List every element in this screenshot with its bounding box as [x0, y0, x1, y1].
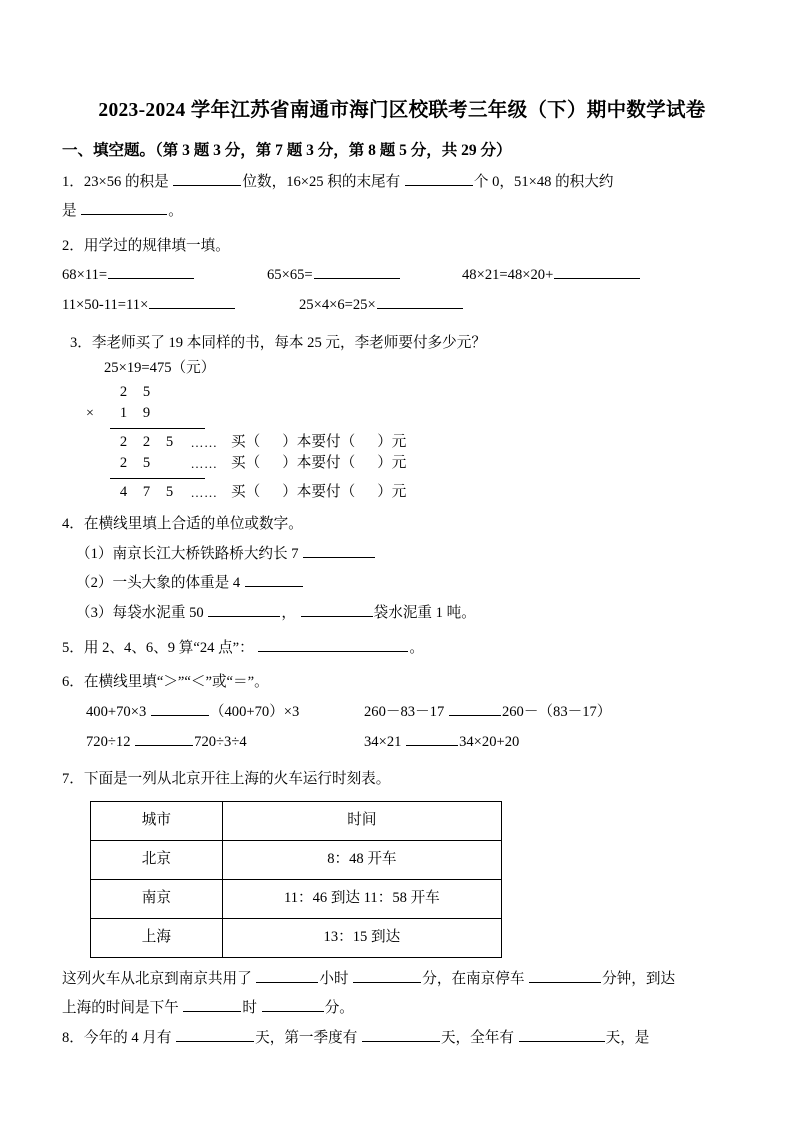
- q2-cell-5: [299, 291, 464, 321]
- table-cell-time-beijing: 8：48 开车: [222, 840, 501, 879]
- q2-blank-2[interactable]: [314, 265, 400, 280]
- vmul-p2-d2: 5: [142, 455, 151, 472]
- multiply-sign-icon: ×: [86, 406, 94, 422]
- question-3-stem: 3．李老师买了 19 本同样的书，每本 25 元，李老师要付多少元？: [70, 334, 486, 351]
- question-7: [62, 765, 742, 1024]
- q6-pair-3: [86, 728, 364, 758]
- question-1-line-2: [62, 197, 742, 227]
- q8-text-c: 天，全年有: [440, 1030, 514, 1047]
- q6-blank-1[interactable]: [151, 701, 209, 716]
- q4-item2-text: （2）一头大象的体重是 4: [76, 575, 241, 592]
- q6-blank-2[interactable]: [449, 701, 501, 716]
- q3-buy-suffix-2: ）元: [377, 455, 407, 472]
- question-6-row-1: [86, 698, 742, 728]
- question-5: [62, 634, 742, 664]
- vertical-multiplication: [84, 382, 742, 503]
- question-2-row-2: [62, 291, 742, 321]
- vmul-row-multiplicand: [84, 382, 742, 403]
- vmul-md-ones: 5: [142, 384, 151, 401]
- q8-blank-3[interactable]: [519, 1027, 605, 1042]
- vmul-mr-ones: 9: [142, 405, 151, 422]
- q1-text-e: 。: [168, 203, 183, 220]
- vmul-row-total: [84, 482, 742, 503]
- q4-item3-text-b: ，: [281, 605, 296, 622]
- table-cell-city-beijing: 北京: [91, 840, 223, 879]
- q1-text-b: 位数，16×25 积的末尾有: [242, 173, 401, 190]
- question-4-stem: 4．在横线里填上合适的单位或数字。: [62, 516, 303, 533]
- q8-text-b: 天，第一季度有: [255, 1030, 358, 1047]
- vmul-row-multiplier: [84, 403, 742, 424]
- q8-text-d: 天，是: [605, 1030, 650, 1047]
- vmul-rule-bottom-wrap: [84, 474, 742, 479]
- q4-blank-4[interactable]: [301, 602, 373, 617]
- table-header-row: [91, 801, 502, 840]
- table-cell-city-shanghai: 上海: [91, 918, 223, 957]
- q7-blank-3[interactable]: [529, 968, 601, 983]
- q2-cell-3: [462, 261, 641, 291]
- q4-item3-text-a: （3）每袋水泥重 50: [76, 605, 204, 622]
- vmul-total-d2: 7: [142, 484, 151, 501]
- q2-cell-4: [62, 291, 267, 321]
- q7-text-c: 分，在南京停车: [422, 970, 525, 987]
- q5-blank-1[interactable]: [258, 637, 408, 652]
- q6-expr-2a: 260－83－17: [364, 703, 445, 720]
- q6-expr-3a: 720÷12: [86, 733, 131, 750]
- question-3: [62, 329, 742, 504]
- vmul-p2-dots: ……: [190, 456, 218, 472]
- vmul-total-d3: 5: [165, 484, 174, 501]
- q1-text-c: 个 0，51×48 的积大约: [473, 173, 614, 190]
- q6-pair-4: [364, 734, 519, 750]
- q6-expr-2b: 260－（83－17）: [501, 703, 612, 720]
- question-1-line-1: [62, 168, 742, 198]
- question-1: [62, 168, 742, 227]
- vmul-row-partial-2: [84, 453, 742, 474]
- question-5-line: [62, 634, 742, 664]
- q6-blank-4[interactable]: [406, 731, 458, 746]
- q3-buy-prefix-3: 买（: [231, 484, 261, 501]
- vmul-total-d1: 4: [119, 484, 128, 501]
- q1-blank-2[interactable]: [405, 171, 473, 186]
- question-3-equation: 25×19=475（元）: [104, 360, 216, 377]
- q2-blank-4[interactable]: [149, 294, 235, 309]
- vmul-p1-buyline: [227, 432, 406, 453]
- q7-blank-1[interactable]: [256, 968, 318, 983]
- question-7-after-line-1: [62, 965, 742, 995]
- question-2-stem: 2．用学过的规律填一填。: [62, 237, 230, 254]
- q7-text-d: 分钟，到达: [602, 970, 676, 987]
- q3-buy-suffix-1: ）元: [377, 434, 407, 451]
- q7-text-e: 上海的时间是下午: [62, 1000, 179, 1017]
- q2-expr-2: 65×65=: [267, 267, 313, 284]
- q7-blank-5[interactable]: [262, 998, 324, 1013]
- vmul-rule-top: [110, 427, 205, 429]
- q6-expr-3b: 720÷3÷4: [194, 733, 247, 750]
- question-2-row-1: [62, 261, 742, 291]
- q1-blank-1[interactable]: [173, 171, 241, 186]
- q7-text-b: 小时: [319, 970, 349, 987]
- vmul-mr-tens: 1: [119, 405, 128, 422]
- q4-blank-3[interactable]: [208, 602, 280, 617]
- table-cell-city-nanjing: 南京: [91, 879, 223, 918]
- question-6: [62, 668, 742, 757]
- question-7-after-line-2: [62, 994, 742, 1024]
- q2-blank-1[interactable]: [108, 265, 194, 280]
- q2-cell-1: [62, 261, 267, 291]
- q7-text-a: 这列火车从北京到南京共用了: [62, 970, 252, 987]
- q6-expr-4b: 34×20+20: [459, 733, 520, 750]
- q4-item1-text: （1）南京长江大桥铁路桥大约长 7: [76, 545, 299, 562]
- q5-text-b: 。: [409, 639, 424, 656]
- table-header-time: 时间: [222, 801, 501, 840]
- q8-blank-1[interactable]: [176, 1027, 254, 1042]
- q8-text-a: 8．今年的 4 月有: [62, 1030, 172, 1047]
- q2-expr-3: 48×21=48×20+: [462, 267, 554, 284]
- page-content: [62, 96, 742, 1054]
- table-row: [91, 879, 502, 918]
- q3-buy-prefix-2: 买（: [231, 455, 261, 472]
- q5-text-a: 5．用 2、4、6、9 算“24 点”：: [62, 639, 254, 656]
- vmul-md-tens: 2: [119, 384, 128, 401]
- table-cell-time-nanjing: 11：46 到达 11：58 开车: [222, 879, 501, 918]
- table-row: [91, 918, 502, 957]
- vmul-p1-d3: 5: [165, 434, 174, 451]
- q6-expr-1b: （400+70）×3: [209, 703, 300, 720]
- section-heading: 一、填空题。（第 3 题 3 分，第 7 题 3 分，第 8 题 5 分，共 29 分）: [62, 142, 512, 160]
- q2-expr-1: 68×11=: [62, 267, 108, 284]
- vmul-p1-d2: 2: [142, 434, 151, 451]
- question-2-grid: [62, 261, 742, 320]
- question-4: [62, 510, 742, 629]
- q3-buy-prefix-1: 买（: [231, 434, 261, 451]
- vmul-row-partial-1: [84, 432, 742, 453]
- q2-blank-5[interactable]: [377, 294, 463, 309]
- q6-blank-3[interactable]: [135, 731, 193, 746]
- q3-buy-suffix-3: ）元: [377, 484, 407, 501]
- table-cell-time-shanghai: 13：15 到达: [222, 918, 501, 957]
- vmul-rule-top-wrap: [84, 424, 742, 429]
- question-8: [62, 1024, 742, 1054]
- q8-blank-2[interactable]: [362, 1027, 440, 1042]
- q6-expr-4a: 34×21: [364, 733, 402, 750]
- q2-expr-4: 11×50-11=11×: [62, 297, 149, 313]
- train-schedule-table-wrap: [90, 801, 742, 958]
- q4-item3-text-c: 袋水泥重 1 吨。: [373, 605, 476, 622]
- q3-buy-mid-3: ）本要付（: [282, 484, 356, 501]
- table-header-city: 城市: [91, 801, 223, 840]
- q1-text-a: 1．23×56 的积是: [62, 173, 169, 190]
- question-6-row-2: [86, 728, 742, 758]
- question-4-item-3: [76, 599, 742, 629]
- q6-expr-1a: 400+70×3: [86, 703, 147, 720]
- question-7-stem: 7．下面是一列从北京开往上海的火车运行时刻表。: [62, 771, 391, 788]
- q2-blank-3[interactable]: [554, 265, 640, 280]
- q7-text-g: 分。: [324, 1000, 354, 1017]
- q3-buy-mid-1: ）本要付（: [282, 434, 356, 451]
- question-4-item-1: [76, 540, 742, 570]
- q4-blank-1[interactable]: [303, 543, 375, 558]
- page-title: 2023-2024 学年江苏省南通市海门区校联考三年级（下）期中数学试卷: [98, 100, 706, 121]
- q1-blank-3[interactable]: [81, 200, 167, 215]
- vmul-p2-buyline: [227, 453, 406, 474]
- vmul-p1-d1: 2: [119, 434, 128, 451]
- vmul-p2-d1: 2: [119, 455, 128, 472]
- question-8-line: [62, 1024, 742, 1054]
- q3-buy-mid-2: ）本要付（: [282, 455, 356, 472]
- q1-text-d: 是: [62, 203, 77, 220]
- question-2: [62, 232, 742, 321]
- vmul-total-buyline: [227, 482, 406, 503]
- vmul-rule-bottom: [110, 477, 205, 479]
- train-schedule-table: [90, 801, 502, 958]
- vmul-total-dots: ……: [190, 485, 218, 501]
- q6-pair-2: [364, 704, 611, 720]
- q7-text-f: 时: [242, 1000, 258, 1017]
- question-6-stem: 6．在横线里填“＞”“＜”或“＝”。: [62, 674, 269, 691]
- vmul-p1-dots: ……: [190, 435, 218, 451]
- q7-blank-2[interactable]: [353, 968, 421, 983]
- q2-cell-2: [267, 261, 462, 291]
- question-4-item-2: [76, 569, 742, 599]
- q6-pair-1: [86, 698, 364, 728]
- q4-blank-2[interactable]: [245, 573, 303, 588]
- table-row: [91, 840, 502, 879]
- q2-expr-5: 25×4×6=25×: [299, 297, 376, 313]
- q7-blank-4[interactable]: [183, 998, 241, 1013]
